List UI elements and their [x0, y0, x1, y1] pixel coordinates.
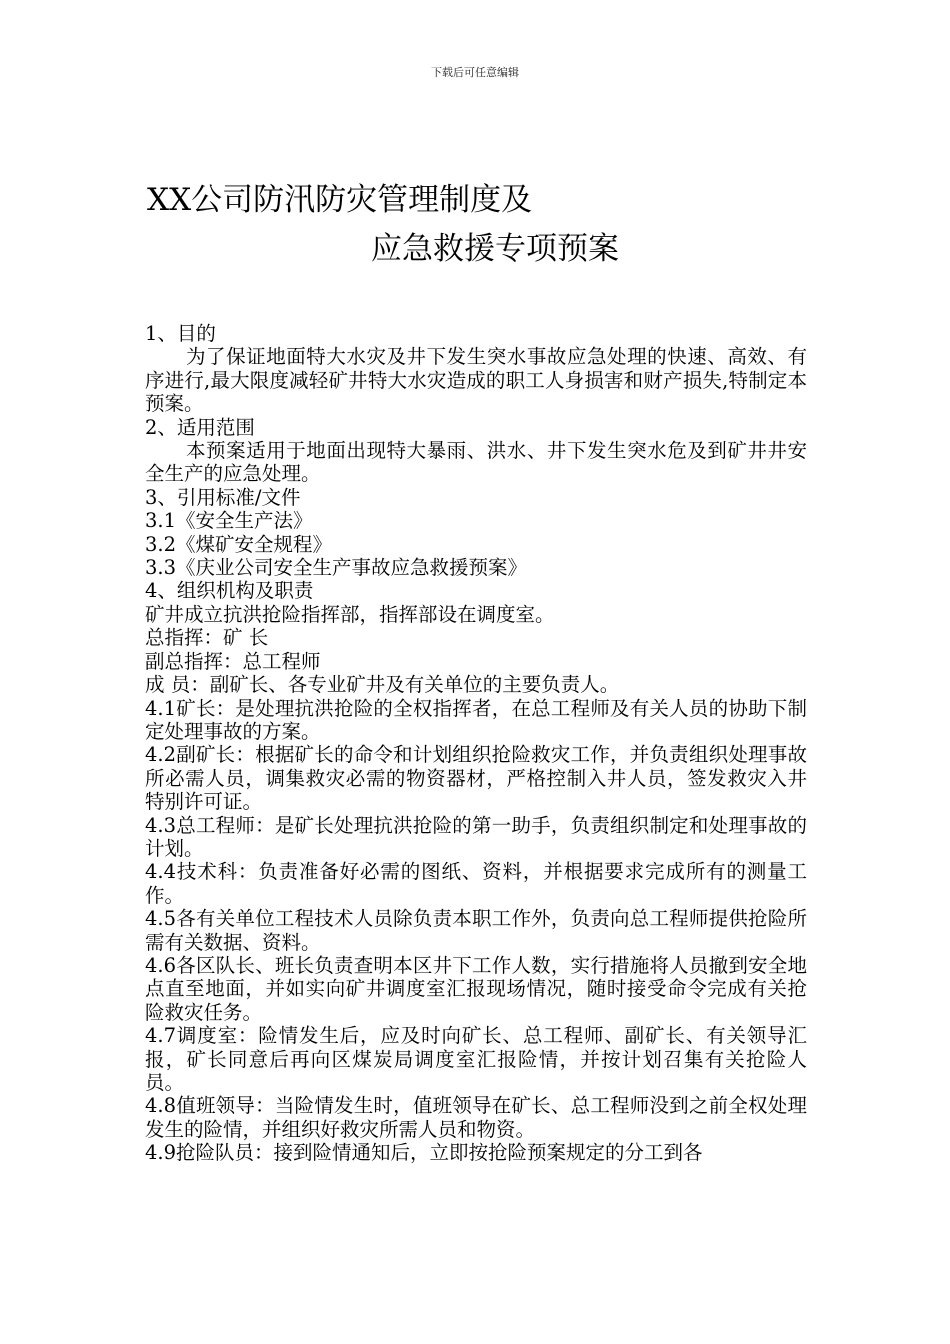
section-3-item-2: 3.2《煤矿安全规程》 — [145, 532, 333, 556]
section-4-commander: 总指挥：矿 长 — [145, 626, 269, 650]
section-4-8: 4.8值班领导：当险情发生时，值班领导在矿长、总工程师没到之前全权处理发生的险情，并组织好救灾所需人员和物资。 — [145, 1094, 807, 1141]
section-4-5: 4.5各有关单位工程技术人员除负责本职工作外，负责向总工程师提供抢险所需有关数据、资料。 — [145, 907, 807, 954]
section-4-9: 4.9抢险队员：接到险情通知后，立即按抢险预案规定的分工到各 — [145, 1141, 703, 1165]
document-title-line-2: 应急救援专项预案 — [371, 231, 619, 267]
section-4-intro: 矿井成立抗洪抢险指挥部，指挥部设在调度室。 — [145, 602, 555, 626]
section-3-item-1: 3.1《安全生产法》 — [145, 509, 313, 533]
section-4-2: 4.2副矿长：根据矿长的命令和计划组织抢险救灾工作，并负责组织处理事故所必需人员，调集救灾必需的物资器材，严格控制入井人员，签发救灾入井特别许可证。 — [145, 743, 807, 814]
section-3-heading: 3、引用标准/文件 — [145, 485, 301, 509]
section-4-4: 4.4技术科：负责准备好必需的图纸、资料，并根据要求完成所有的测量工作。 — [145, 860, 807, 907]
section-2-heading: 2、适用范围 — [145, 415, 255, 439]
section-4-1: 4.1矿长：是处理抗洪抢险的全权指挥者，在总工程师及有关人员的协助下制定处理事故的方案。 — [145, 696, 807, 743]
document-title-line-1: XX公司防汛防灾管理制度及 — [147, 182, 533, 218]
section-1-heading: 1、目的 — [145, 322, 216, 345]
section-2-paragraph: 本预案适用于地面出现特大暴雨、洪水、井下发生突水危及到矿井井安全生产的应急处理。 — [145, 439, 807, 486]
section-4-deputy: 副总指挥：总工程师 — [145, 649, 321, 673]
section-4-7: 4.7调度室：险情发生后，应及时向矿长、总工程师、副矿长、有关领导汇报，矿长同意后再向区煤炭局调度室汇报险情，并按计划召集有关抢险人员。 — [145, 1024, 807, 1094]
document-body — [145, 322, 807, 1165]
section-4-heading: 4、组织机构及职责 — [145, 579, 314, 603]
section-3-item-3: 3.3《庆业公司安全生产事故应急救援预案》 — [145, 556, 528, 580]
section-4-6: 4.6各区队长、班长负责查明本区井下工作人数，实行措施将人员撤到安全地点直至地面，并如实向矿井调度室汇报现场情况，随时接受命令完成有关抢险救灾任务。 — [145, 953, 807, 1024]
section-4-members: 成 员：副矿长、各专业矿井及有关单位的主要负责人。 — [145, 673, 620, 697]
section-4-3: 4.3总工程师：是矿长处理抗洪抢险的第一助手，负责组织制定和处理事故的计划。 — [145, 813, 807, 860]
section-1-paragraph: 为了保证地面特大水灾及井下发生突水事故应急处理的快速、高效、有序进行,最大限度减轻矿井特大水灾造成的职工人身损害和财产损失,特制定本预案。 — [145, 345, 807, 416]
header-note: 下载后可任意编辑 — [431, 66, 519, 79]
